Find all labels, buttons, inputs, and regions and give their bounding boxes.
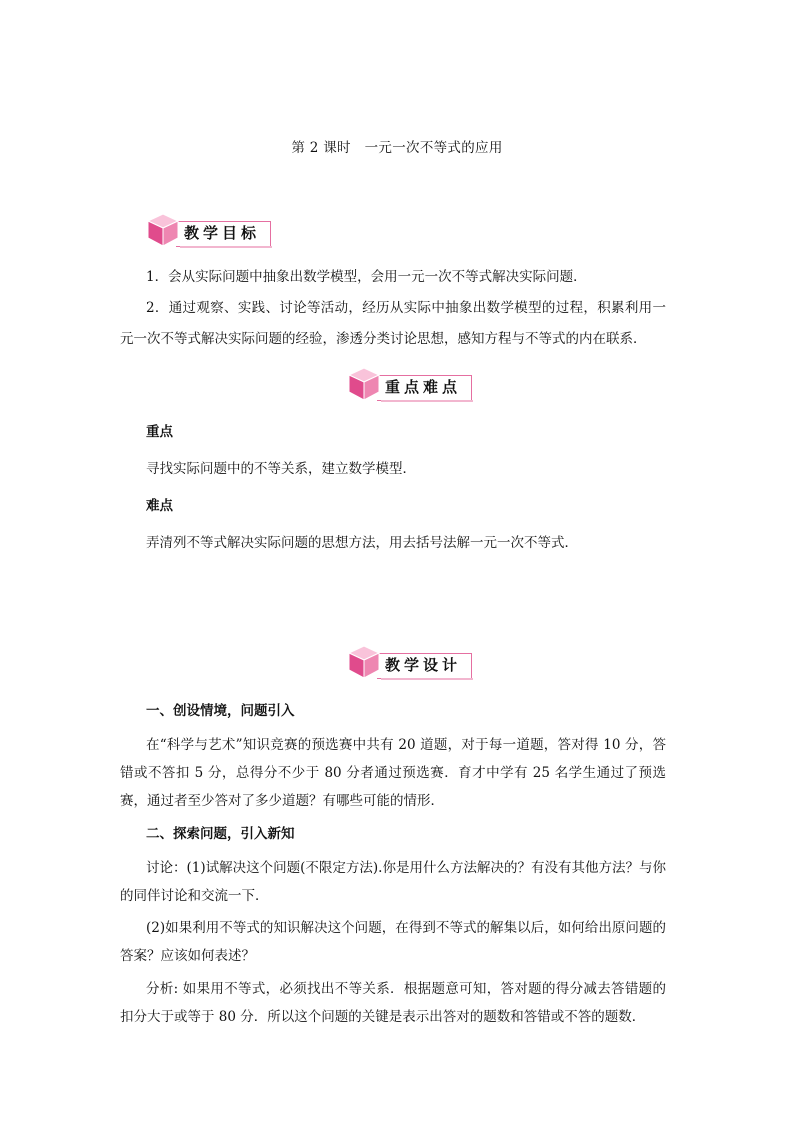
section-header-key-points [347, 366, 477, 406]
page-title: 第 2 课时 一元一次不等式的应用 [291, 140, 503, 156]
discussion-2: (2)如果利用不等式的知识解决这个问题，在得到不等式的解集以后，如何给出原问题的答案？应该如何表述？ [120, 920, 666, 964]
cube-icon [146, 212, 180, 248]
cube-icon [347, 366, 381, 402]
difficulty-label: 难点 [146, 498, 173, 514]
difficulty-text: 弄清列不等式解决实际问题的思想方法，用去括号法解一元一次不等式． [146, 535, 578, 551]
section-header-design [347, 644, 477, 684]
objective-item-2: 2．通过观察、实践、讨论等活动，经历从实际中抽象出数学模型的过程，积累利用一元一次不等式解决实际问题的经验，渗透分类讨论思想，感知方程与不等式的内在联系． [120, 300, 666, 347]
cube-icon [347, 644, 381, 680]
section-heading: 重点难点 [385, 378, 462, 396]
part1-text: 在“科学与艺术”知识竞赛的预选赛中共有 20 道题，对于每一道题，答对得 10 分，答错或不答扣 5 分，总得分不少于 80 分者通过预选赛．育才中学有 25 名学生通过了预选赛，通过者至少答对了多少道题？有哪些可能的情形． [120, 737, 666, 809]
discussion-1: 讨论：(1)试解决这个问题(不限定方法).你是用什么方法解决的？有没有其他方法？与你的同伴讨论和交流一下． [120, 860, 666, 904]
focus-label: 重点 [146, 424, 173, 440]
section-heading: 教学设计 [385, 656, 462, 674]
focus-text: 寻找实际问题中的不等关系，建立数学模型． [146, 461, 416, 477]
part2-title: 二、探索问题，引入新知 [146, 826, 295, 842]
analysis-text: 分析: 如果用不等式，必须找出不等关系．根据题意可知，答对题的得分减去答错题的扣分大于或等于 80 分．所以这个问题的关键是表示出答对的题数和答错或不答的题数． [120, 981, 666, 1025]
part1-title: 一、创设情境，问题引入 [146, 703, 295, 719]
section-heading: 教学目标 [184, 224, 261, 242]
objective-item-1: 1．会从实际问题中抽象出数学模型，会用一元一次不等式解决实际问题． [146, 269, 587, 285]
section-header-objectives [146, 212, 276, 252]
